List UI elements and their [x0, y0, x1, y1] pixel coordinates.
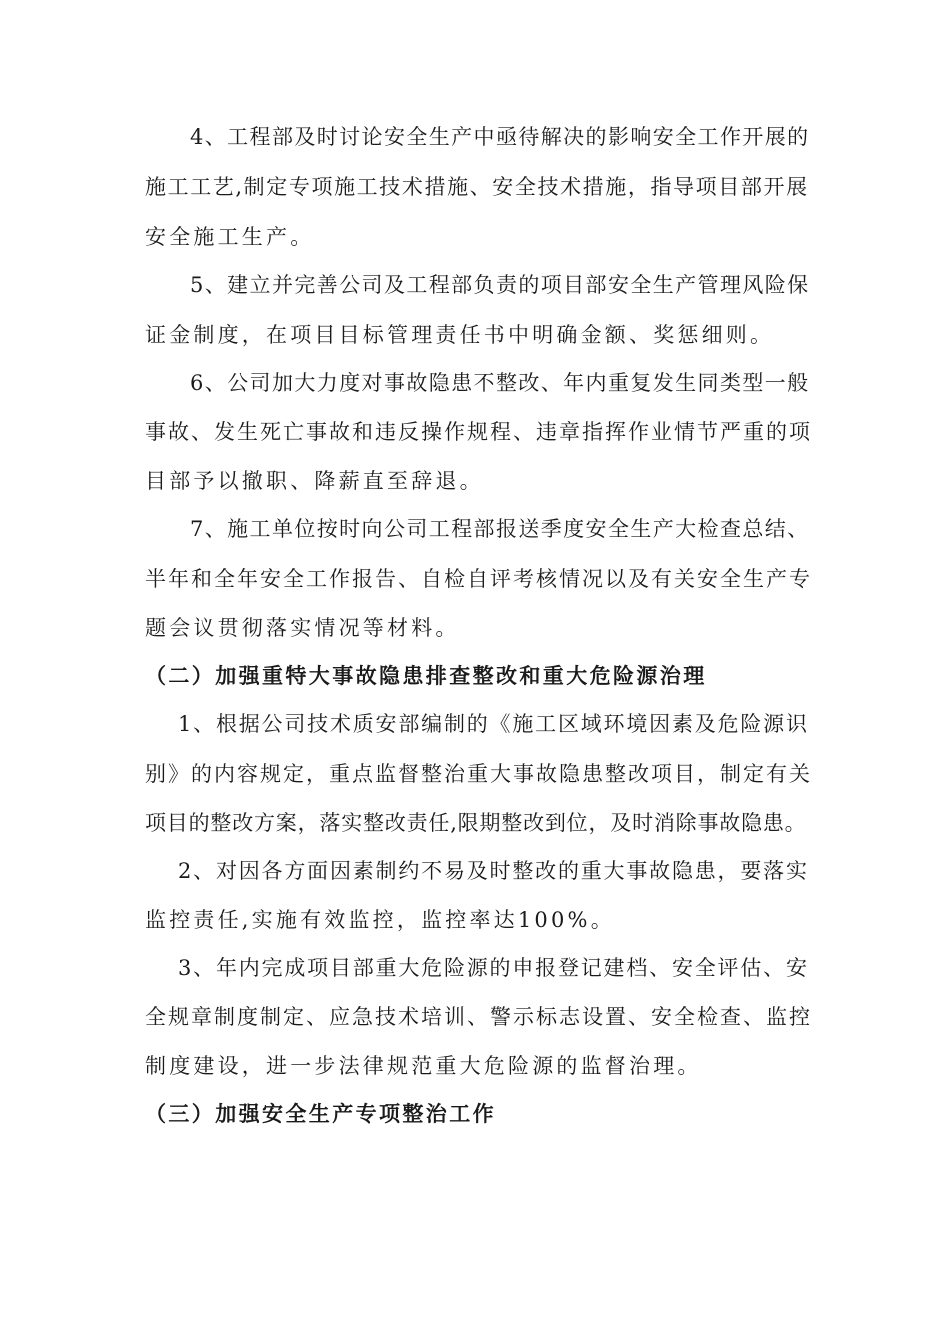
paragraph-5-line-2: 证金制度，在项目目标管理责任书中明确金额、奖惩细则。	[145, 323, 775, 347]
paragraph-4-line-1: 4、工程部及时讨论安全生产中亟待解决的影响安全工作开展的	[190, 125, 810, 149]
paragraph-6-line-1: 6、公司加大力度对事故隐患不整改、年内重复发生同类型一般	[190, 371, 810, 395]
section-2-paragraph-3-line-2: 全规章制度制定、应急技术培训、警示标志设置、安全检查、监控	[145, 1005, 812, 1029]
section-2-paragraph-1-line-3: 项目的整改方案，落实整改责任,限期整改到位，及时消除事故隐患。	[145, 811, 807, 835]
section-2-paragraph-2-line-1: 2、对因各方面因素制约不易及时整改的重大事故隐患，要落实	[178, 859, 809, 883]
section-2-paragraph-2-line-2: 监控责任,实施有效监控，监控率达100%。	[145, 908, 615, 932]
section-2-paragraph-3-line-1: 3、年内完成项目部重大危险源的申报登记建档、安全评估、安	[178, 956, 809, 980]
paragraph-6-line-2: 事故、发生死亡事故和违反操作规程、违章指挥作业情节严重的项	[145, 420, 812, 444]
section-2-paragraph-3-line-3: 制度建设，进一步法律规范重大危险源的监督治理。	[145, 1054, 702, 1078]
paragraph-7-line-3: 题会议贯彻落实情况等材料。	[145, 616, 460, 640]
section-2-heading: （二）加强重特大事故隐患排查整改和重大危险源治理	[145, 663, 707, 688]
paragraph-4-line-2: 施工工艺,制定专项施工技术措施、安全技术措施，指导项目部开展	[145, 175, 809, 199]
paragraph-7-line-2: 半年和全年安全工作报告、自检自评考核情况以及有关安全生产专	[145, 567, 812, 591]
paragraph-7-line-1: 7、施工单位按时向公司工程部报送季度安全生产大检查总结、	[190, 517, 810, 541]
section-3-heading: （三）加强安全生产专项整治工作	[145, 1101, 496, 1126]
section-2-paragraph-1-line-1: 1、根据公司技术质安部编制的《施工区域环境因素及危险源识	[178, 712, 809, 736]
paragraph-6-line-3: 目部予以撤职、降薪直至辞退。	[145, 469, 484, 493]
paragraph-4-line-3: 安全施工生产。	[145, 225, 315, 249]
paragraph-5-line-1: 5、建立并完善公司及工程部负责的项目部安全生产管理风险保	[190, 273, 810, 297]
section-2-paragraph-1-line-2: 别》的内容规定，重点监督整治重大事故隐患整改项目，制定有关	[145, 762, 812, 786]
